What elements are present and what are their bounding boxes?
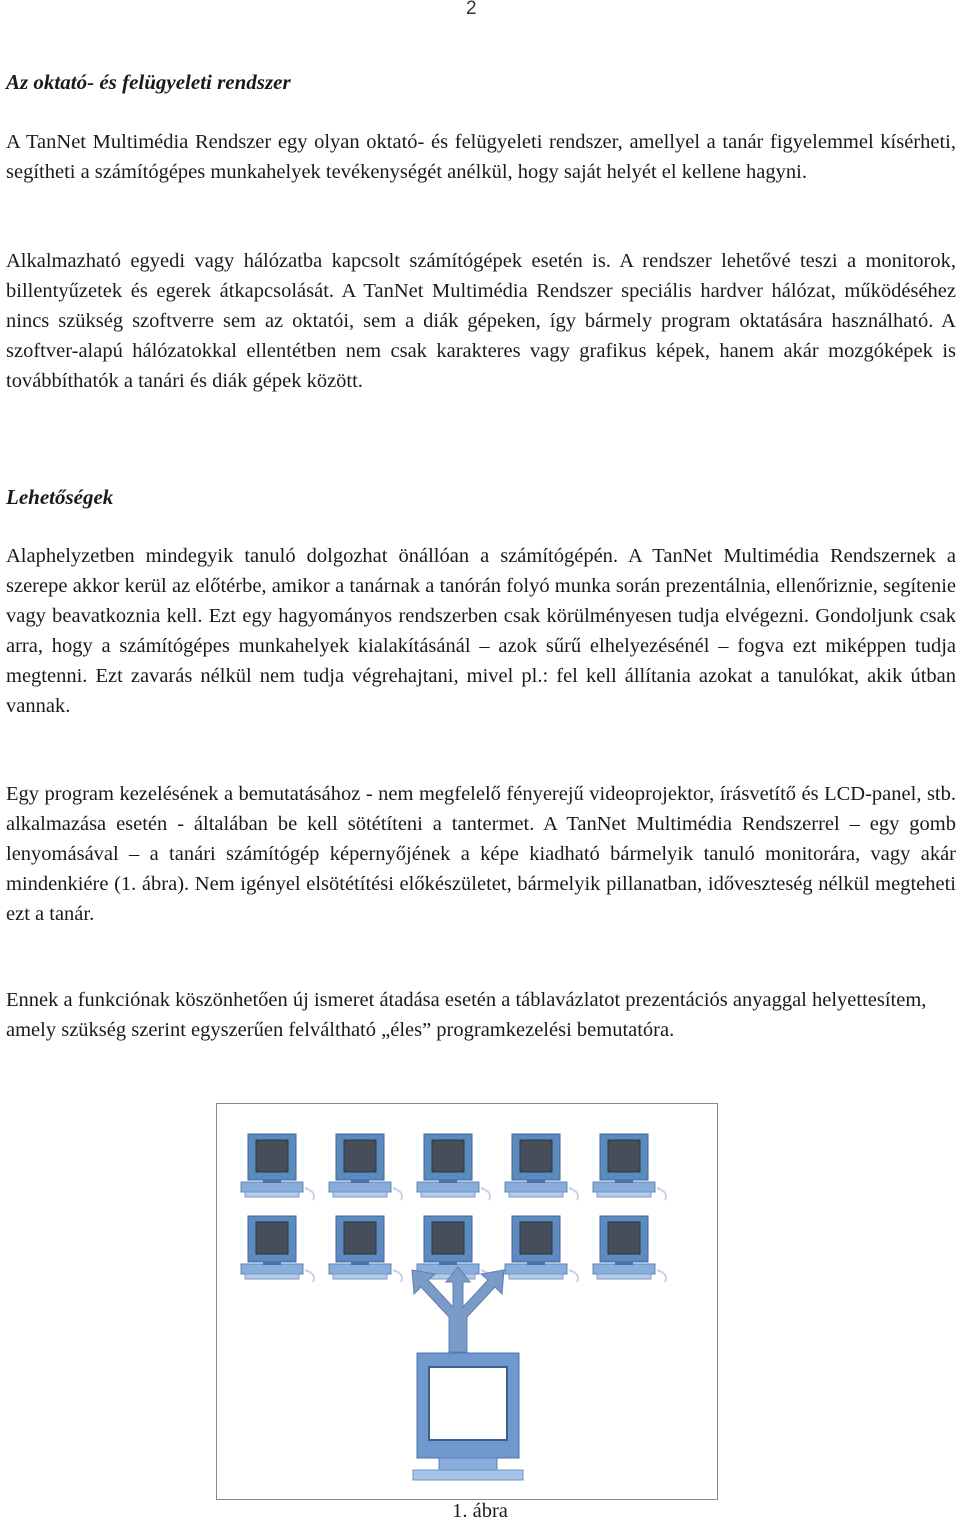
student-computer-icon	[241, 1216, 314, 1282]
paragraph-applicability: Alkalmazható egyedi vagy hálózatba kapcsolt számítógépek esetén is. A rendszer lehetővé teszi a monitorok, billentyűzetek és egerek átkapcsolását. A TanNet Multimédia Rendszer speciális hardver hálózat, működéséhez nincs szükség szoftverre sem az oktatói, sem a diák gépeken, így bármely program oktatására használható. A szoftver-alapú hálózatokkal ellentétben nem csak karakteres vagy grafikus képek, hanem akár mozgóképek is továbbíthatók a tanári és diák gépek között.	[6, 250, 956, 392]
student-computer-icon	[505, 1216, 578, 1282]
paragraph-presentation: Egy program kezelésének a bemutatásához - nem megfelelő fényerejű videoprojektor, írásvetítő és LCD-panel, stb. alkalmazása esetén - általában be kell sötétíteni a tantermet. A TanNet Multimédia Rendszerrel – egy gomb lenyomásával – a tanári számítógép képernyőjének a képe kiadható bármelyik tanuló monitorára, vagy akár mindenkiére (1. ábra). Nem igényel elsötétítési előkészületet, bármelyik pillanatban, időveszteség nélkül megteheti ezt a tanár.	[6, 783, 956, 925]
network-illustration	[217, 1104, 717, 1499]
paragraph-intro: A TanNet Multimédia Rendszer egy olyan oktató- és felügyeleti rendszer, amellyel a tanár figyelemmel kísérheti, segítheti a számítógépes munkahelyek tevékenységét anélkül, hogy saját helyét el kellene hagyni.	[6, 131, 956, 183]
student-computer-icon	[417, 1134, 490, 1200]
student-computer-icon	[593, 1134, 666, 1200]
teacher-computer-icon	[413, 1353, 523, 1480]
figure-network-diagram	[216, 1103, 718, 1500]
student-computer-icon	[329, 1216, 402, 1282]
student-computer-icon	[593, 1216, 666, 1282]
paragraph-default-state: Alaphelyzetben mindegyik tanuló dolgozhat önállóan a számítógépén. A TanNet Multimédia Rendszernek a szerepe akkor kerül az előtérbe, amikor a tanárnak a tanórán folyó munka során prezentálnia, ellenőriznie, segítenie vagy beavatkoznia kell. Ezt egy hagyományos rendszerben csak körülményesen tudja elvégezni. Gondoljunk csak arra, hogy a számítógépes munkahelyek kialakításánál – azok sűrű elhelyezésénél – fogva ezt miképpen tudja megtenni. Ezt zavarás nélkül nem tudja végrehajtani, mivel pl.: fel kell állítania azokat a tanulókat, akik útban vannak.	[6, 545, 956, 717]
section-heading-system: Az oktató- és felügyeleti rendszer	[6, 70, 291, 94]
student-computer-icon	[241, 1134, 314, 1200]
figure-caption: 1. ábra	[452, 1500, 508, 1522]
distribution-arrow-icon	[412, 1267, 504, 1352]
section-heading-possibilities: Lehetőségek	[6, 485, 114, 509]
student-computer-icon	[505, 1134, 578, 1200]
page-number: 2	[466, 0, 477, 19]
paragraph-function: Ennek a funkciónak köszönhetően új ismeret átadása esetén a táblavázlatot prezentációs anyaggal helyettesítem, amely szükség szerint egyszerűen felváltható „éles” programkezelési bemutatóra.	[6, 989, 927, 1041]
student-computer-icon	[329, 1134, 402, 1200]
student-computers	[241, 1134, 666, 1282]
